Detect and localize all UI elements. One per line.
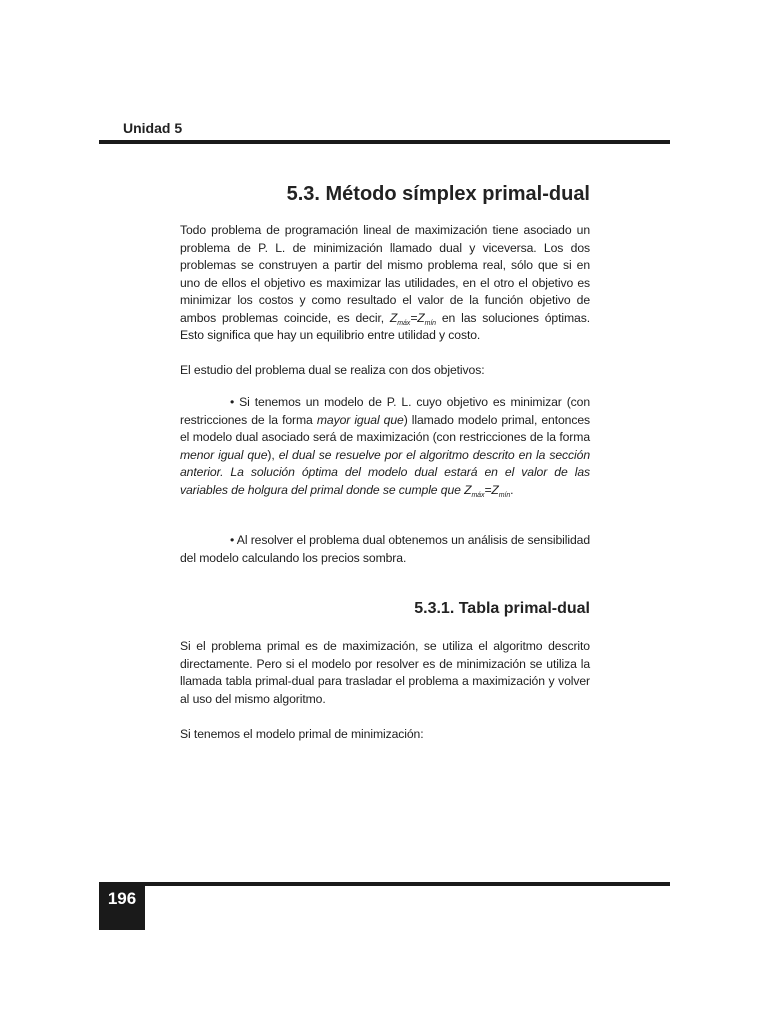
subscript-max-2: máx — [471, 491, 485, 499]
bullet-item-1 — [180, 394, 590, 499]
paragraph-objectives: El estudio del problema dual se realiza con dos objetivos: — [180, 363, 485, 377]
subscript-min-2: mín — [498, 491, 511, 499]
bullet1-italic-a: mayor igual que — [316, 412, 404, 427]
bullet1-italic-c: el dual se resuelve por el algoritmo descrito en la sección anterior. La solución óptima del modelo dual estará en el valor de las variables de holgura del primal donde se cumple que — [180, 447, 590, 497]
bullet1-italic-b: menor igual que — [180, 447, 268, 462]
subscript-max: máx — [397, 319, 411, 327]
z-symbol: Z — [389, 310, 398, 325]
intro-text: Todo problema de programación lineal de maximización tiene asociado un problema de P. L. de minimización llamado dual y viceversa. Los dos problemas se construyen a partir del mismo problema real, sólo que si en uno de ellos el objetivo es maximizar las utilidades, en el otro el objetivo es minimizar los costos y como resultado el valor de la función objetivo de ambos problemas coincide, es decir, — [180, 223, 590, 325]
unit-label: Unidad 5 — [123, 120, 183, 136]
bullet-item-2: • Al resolver el problema dual obtenemos un análisis de sensibilidad del modelo calculando los precios sombra. — [180, 533, 590, 565]
paragraph-primal-dual: Si el problema primal es de maximización, se utiliza el algoritmo descrito directamente. Pero si el modelo por resolver es de minimización se utiliza la llamada tabla primal-dual para trasladar el problema a maximización y volver al uso del mismo algoritmo. — [180, 639, 590, 706]
bullet1-text-b: ) llamado modelo primal, entonces el modelo dual asociado será de maximización (con restricciones de la forma — [180, 412, 591, 444]
z-equals-2: =Z — [484, 482, 499, 497]
paragraph-intro — [180, 222, 590, 345]
subscript-min: mín — [424, 319, 436, 327]
header-rule — [99, 140, 670, 144]
intro-text-end: en las soluciones óptimas. Esto significa que hay un equilibrio entre utilidad y costo. — [180, 310, 590, 342]
bullet1-text-a: • Si tenemos un modelo de P. L. cuyo objetivo es minimizar (con restricciones de la forma — [180, 395, 590, 427]
footer-rule — [99, 882, 670, 886]
page-number-box — [99, 882, 145, 930]
z-symbol-2: Z — [464, 482, 472, 497]
section-title: 5.3. Método símplex primal-dual — [286, 183, 590, 205]
bullet1-end: . — [510, 482, 514, 497]
paragraph-primal-model: Si tenemos el modelo primal de minimización: — [180, 727, 424, 741]
bullet1-text-c: ), — [267, 447, 279, 462]
subsection-title: 5.3.1. Tabla primal-dual — [414, 600, 590, 617]
z-equals: =Z — [410, 310, 425, 325]
page-number: 196 — [107, 889, 137, 908]
